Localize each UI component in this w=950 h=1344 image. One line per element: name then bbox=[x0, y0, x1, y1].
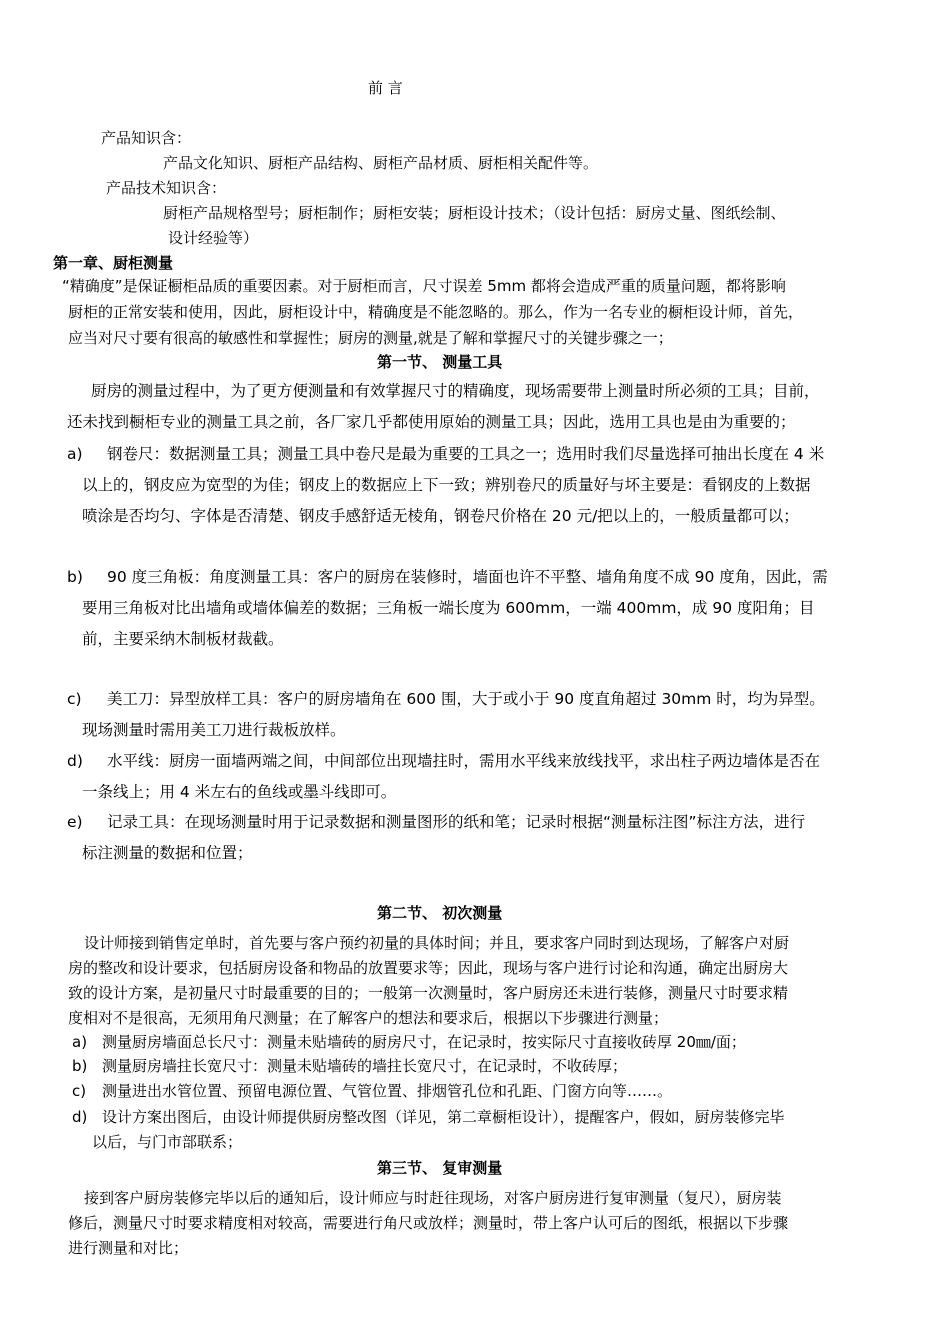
section2-intro-line: 度相对不是很高，无须用角尺测量；在了解客户的想法和要求后，根据以下步骤进行测量； bbox=[68, 1009, 669, 1027]
section3-intro-line: 接到客户厨房装修完毕以后的通知后，设计师应与时赶往现场，对客户厨房进行复审测量（复尺），厨房装 bbox=[84, 1189, 782, 1207]
list-item-line: 设计方案出图后，由设计师提供厨房整改图（详见，第二章橱柜设计），提醒客户，假如，厨房装修完毕 bbox=[102, 1108, 785, 1126]
section1-title: 第一节、 测量工具 bbox=[377, 353, 503, 371]
list-item-line: 喷涂是否均匀、字体是否清楚、钢皮手感舒适无棱角，钢卷尺价格在 20 元/把以上的，一般质量都可以； bbox=[82, 507, 799, 525]
chapter-title: 第一章、厨柜测量 bbox=[53, 254, 174, 272]
section1-intro-line: 厨房的测量过程中，为了更方便测量和有效掌握尺寸的精确度，现场需要带上测量时所必须的工具；目前， bbox=[91, 382, 820, 400]
section2-intro-line: 致的设计方案，是初量尺寸时最重要的目的；一般第一次测量时，客户厨房还未进行装修，测量尺寸时要求精 bbox=[68, 984, 789, 1002]
list-item-line: 标注测量的数据和位置； bbox=[82, 844, 253, 862]
list-item-line: 要用三角板对比出墙角或墙体偏差的数据；三角板一端长度为 600mm，一端 400mm，成 90 度阳角；目 bbox=[82, 599, 815, 617]
tech-items-line2: 设计经验等） bbox=[168, 229, 259, 247]
section3-title: 第三节、 复审测量 bbox=[377, 1159, 503, 1177]
list-item-line: 现场测量时需用美工刀进行裁板放样。 bbox=[82, 721, 346, 739]
knowledge-items: 产品文化知识、厨柜产品结构、厨柜产品材质、厨柜相关配件等。 bbox=[163, 154, 599, 172]
section3-intro-line: 修后，测量尺寸时要求精度相对较高，需要进行角尺或放样；测量时，带上客户认可后的图纸，根据以下步骤 bbox=[68, 1214, 789, 1232]
chapter-intro-line: 厨柜的正常安装和使用，因此，厨柜设计中，精确度是不能忽略的。那么，作为一名专业的橱柜设计师，首先， bbox=[68, 303, 804, 321]
section2-title: 第二节、 初次测量 bbox=[377, 904, 503, 922]
list-marker: d) bbox=[67, 752, 83, 770]
list-marker: a) bbox=[67, 445, 83, 463]
list-marker: a) bbox=[72, 1033, 88, 1051]
list-item-line: 测量厨房墙面总长尺寸：测量未贴墙砖的厨房尺寸，在记录时，按实际尺寸直接收砖厚 20㎜/面； bbox=[102, 1033, 746, 1051]
list-item-line: 前，主要采纳木制板材裁截。 bbox=[82, 630, 284, 648]
list-item-line: 测量进出水管位置、预留电源位置、气管位置、排烟管孔位和孔距、门窗方向等……。 bbox=[102, 1082, 673, 1100]
list-marker: b) bbox=[67, 568, 83, 586]
preface-title: 前 言 bbox=[368, 79, 403, 97]
list-item-line: 记录工具：在现场测量时用于记录数据和测量图形的纸和笔；记录时根据“测量标注图”标注方法，进行 bbox=[107, 813, 806, 831]
list-marker: e) bbox=[67, 813, 83, 831]
tech-items-line1: 厨柜产品规格型号；厨柜制作；厨柜安装；厨柜设计技术；（设计包括：厨房丈量、图纸绘制、 bbox=[163, 204, 786, 222]
tech-label: 产品技术知识含： bbox=[106, 179, 227, 197]
chapter-intro-line: 应当对尺寸要有很高的敏感性和掌握性；厨房的测量,就是了解和掌握尺寸的关键步骤之一； bbox=[68, 329, 673, 347]
list-marker: c) bbox=[67, 690, 82, 708]
section3-intro-line: 进行测量和对比； bbox=[68, 1239, 189, 1257]
section1-intro-line: 还未找到橱柜专业的测量工具之前，各厂家几乎都使用原始的测量工具；因此，选用工具也是由为重要的； bbox=[67, 413, 796, 431]
knowledge-label: 产品知识含： bbox=[101, 129, 192, 147]
list-item-line: 以后，与门市部联系； bbox=[92, 1133, 243, 1151]
list-marker: b) bbox=[72, 1057, 88, 1075]
section2-intro-line: 房的整改和设计要求，包括厨房设备和物品的放置要求等；因此，现场与客户进行讨论和沟通，确定出厨房大 bbox=[68, 959, 789, 977]
list-item-line: 一条线上；用 4 米左右的鱼线或墨斗线即可。 bbox=[82, 783, 397, 801]
list-item-line: 钢卷尺：数据测量工具；测量工具中卷尺是最为重要的工具之一；选用时我们尽量选择可抽出长度在 4 米 bbox=[107, 445, 825, 463]
list-item-line: 水平线：厨房一面墙两端之间，中间部位出现墙拄时，需用水平线来放线找平，求出柱子两边墙体是否在 bbox=[107, 752, 821, 770]
list-item-line: 90 度三角板：角度测量工具：客户的厨房在装修时，墙面也许不平整、墙角角度不成 90 度角，因此，需 bbox=[107, 568, 828, 586]
list-item-line: 美工刀：异型放样工具：客户的厨房墙角在 600 围，大于或小于 90 度直角超过 30mm 时，均为异型。 bbox=[107, 690, 825, 708]
list-item-line: 测量厨房墙拄长宽尺寸：测量未贴墙砖的墙拄长宽尺寸，在记录时，不收砖厚； bbox=[102, 1057, 628, 1075]
list-item-line: 以上的，钢皮应为宽型的为佳；钢皮上的数据应上下一致；辨别卷尺的质量好与坏主要是：看钢皮的上数据 bbox=[82, 476, 811, 494]
section2-intro-line: 设计师接到销售定单时，首先要与客户预约初量的具体时间；并且，要求客户同时到达现场，了解客户对厨 bbox=[84, 934, 790, 952]
list-marker: d) bbox=[72, 1108, 88, 1126]
list-marker: c) bbox=[72, 1082, 87, 1100]
chapter-intro-line: “精确度”是保证橱柜品质的重要因素。对于厨柜而言，尺寸误差 5mm 都将会造成严重的质量问题，都将影响 bbox=[62, 277, 786, 295]
